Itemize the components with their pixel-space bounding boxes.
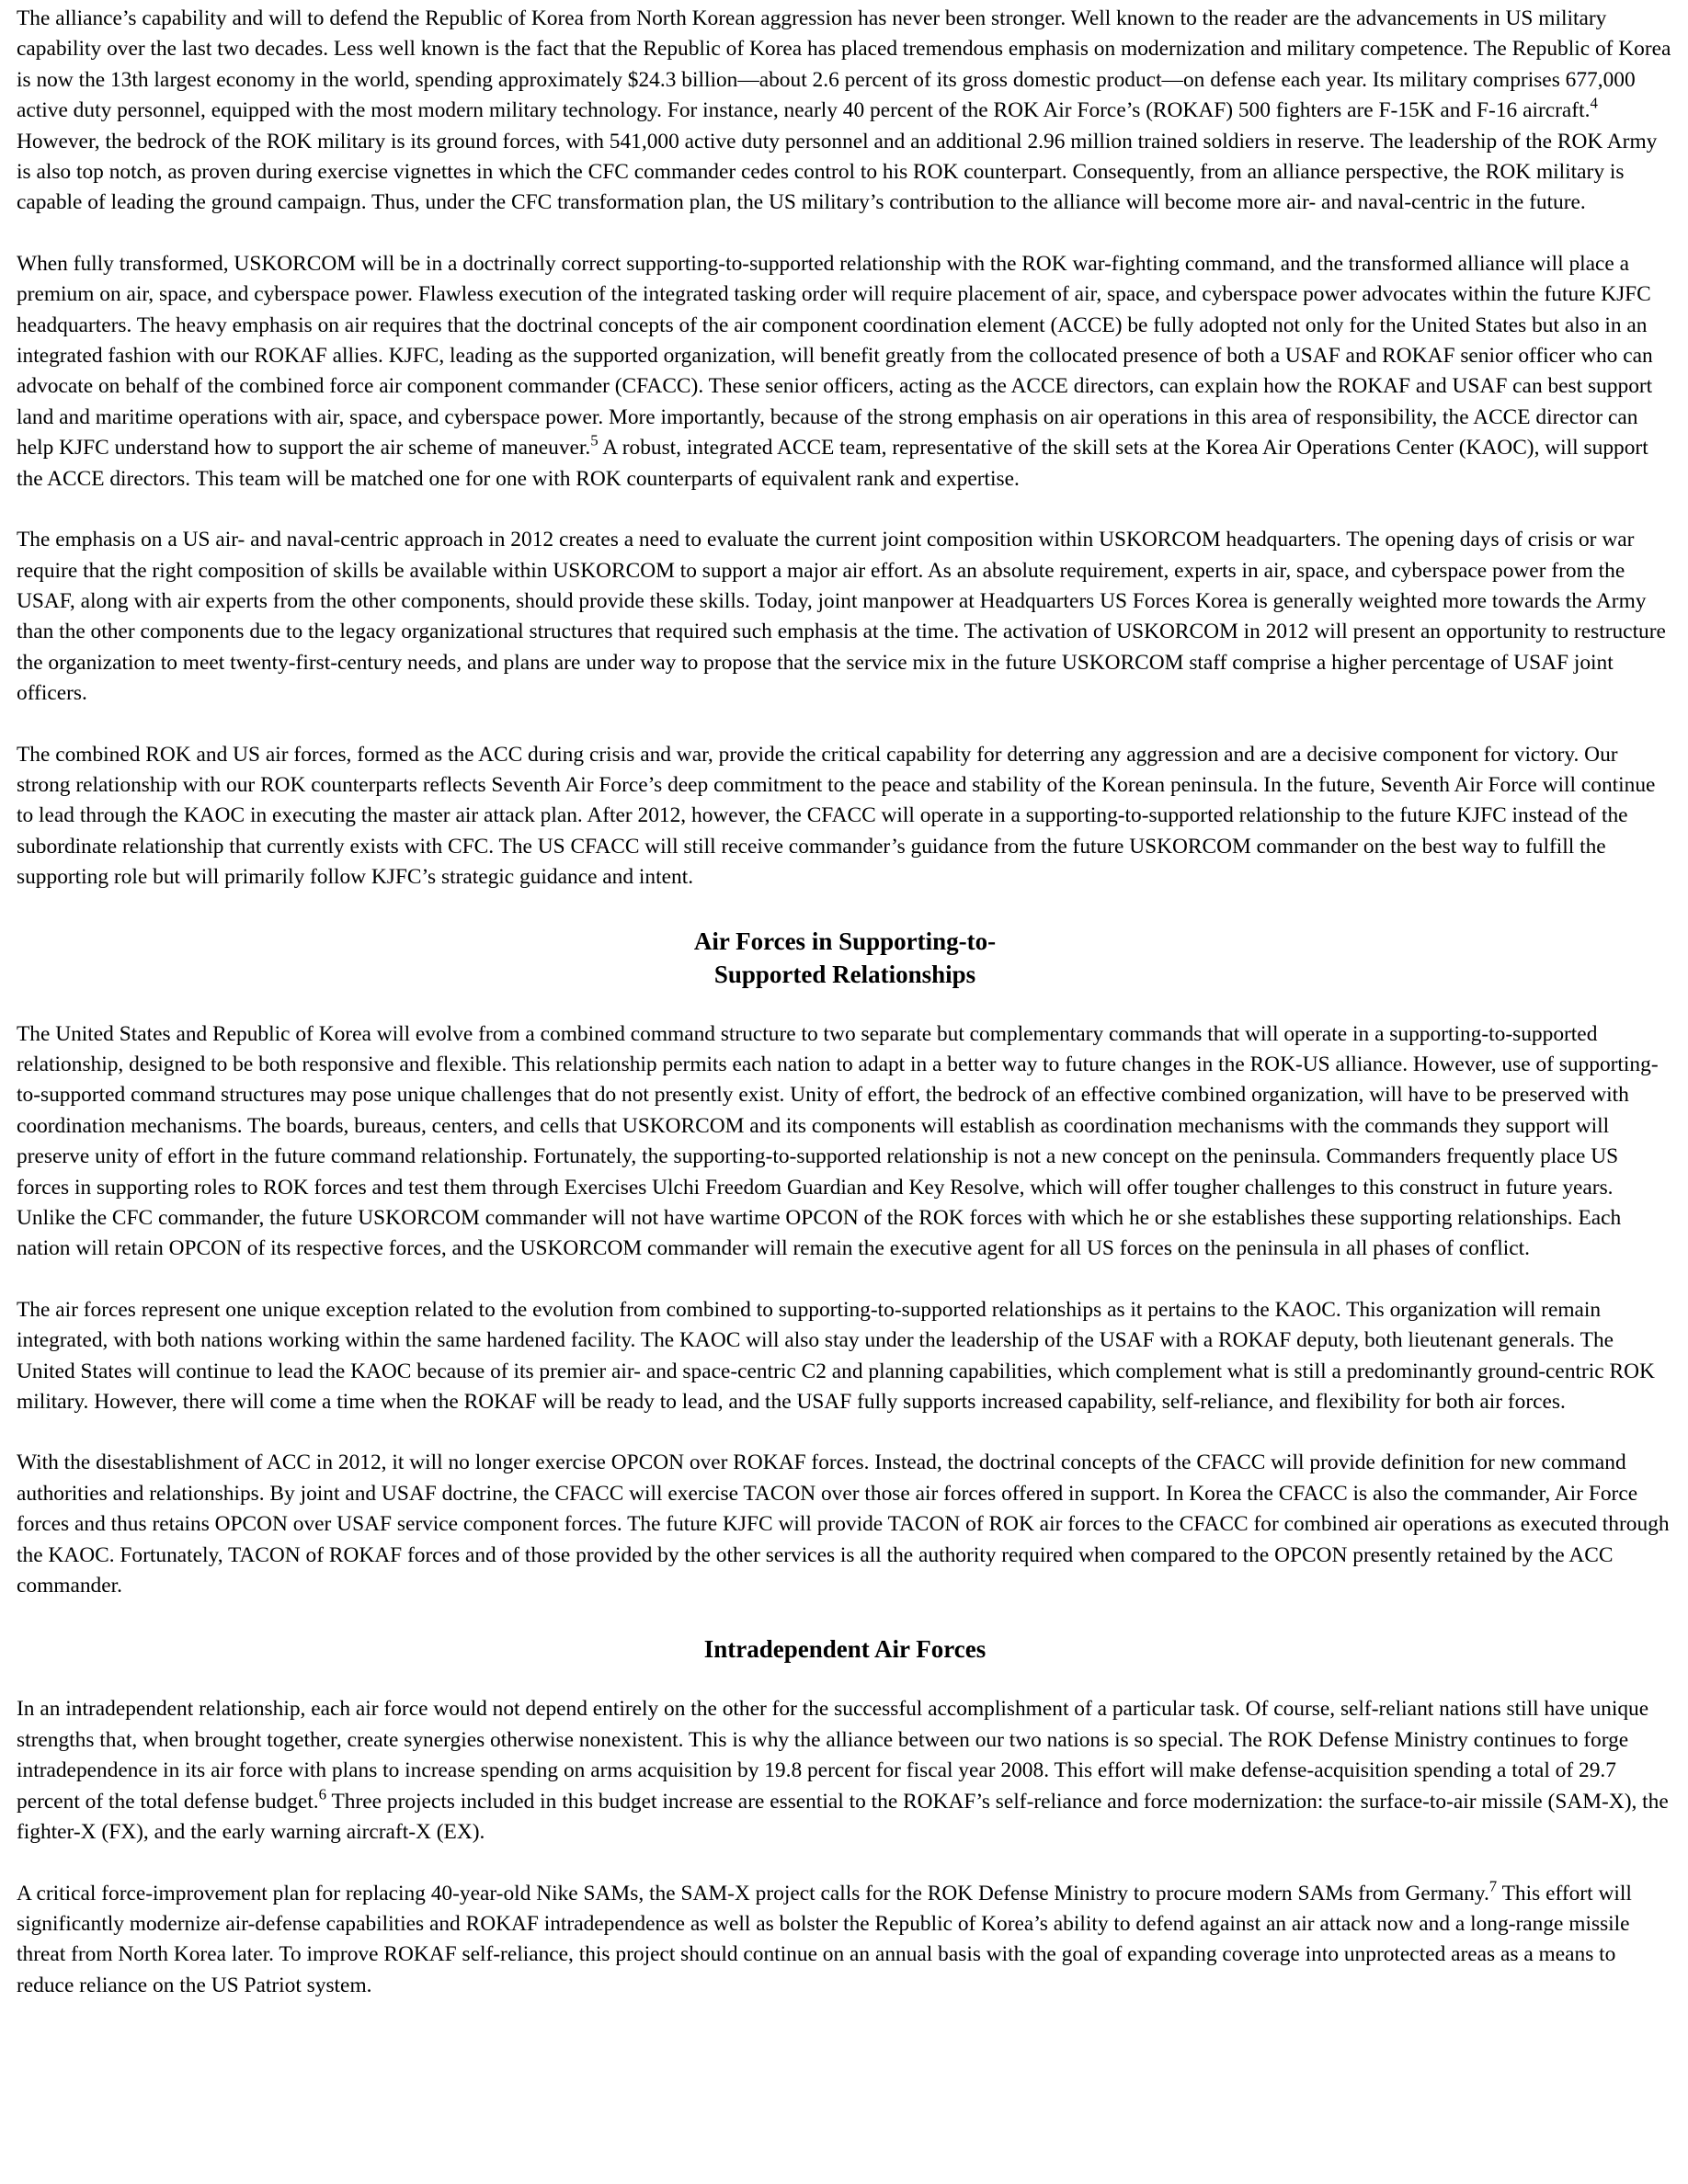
paragraph-text-continued: A robust, integrated ACCE team, representative of the skill sets at the Korea Air Operations Center (KAOC), will support the ACCE directors. This team will be matched one for one with ROK counterparts of equivalent rank and expertise.	[17, 436, 1648, 491]
paragraph-text: The alliance’s capability and will to defend the Republic of Korea from North Korean aggression has never been stronger. Well known to the reader are the advancements in US military capability over the last two decades. Less well known is the fact that the Republic of Korea has placed tremendous emphasis on modernization and military competence. The Republic of Korea is now the 13th largest economy in the world, spending approximately $24.3 billion—about 2.6 percent of its gross domestic product—on defense each year. Its military comprises 677,000 active duty personnel, equipped with the most modern military technology. For instance, nearly 40 percent of the ROK Air Force’s (ROKAF) 500 fighters are F-15K and F-16 aircraft.	[17, 6, 1671, 123]
paragraph-text: In an intradependent relationship, each air force would not depend entirely on the other for the successful accomplishment of a particular task. Of course, self-reliant nations still have unique strengths that, when brought together, create synergies otherwise nonexistent. This is why the alliance between our two nations is so special. The ROK Defense Ministry continues to forge intradependence in its air force with plans to increase spending on arms acquisition by 19.8 percent for fiscal year 2008. This effort will make defense-acquisition spending a total of 29.7 percent of the total defense budget.	[17, 1697, 1649, 1814]
heading-line: Air Forces in Supporting-to-	[693, 927, 997, 955]
paragraph-sam-x-project	[17, 1879, 1673, 2002]
paragraph-kaoc-exception	[17, 1295, 1673, 1418]
paragraph-acc-disestablishment	[17, 1448, 1673, 1601]
paragraph-text: The United States and Republic of Korea will evolve from a combined command structure to two separate but complementary commands that will operate in a supporting-to-supported relationship, designed to be both responsive and flexible. This relationship permits each nation to adapt in a better way to future changes in the ROK-US alliance. However, use of supporting-to-supported command structures may pose unique challenges that do not presently exist. Unity of effort, the bedrock of an effective combined organization, will have to be preserved with coordination mechanisms. The boards, bureaus, centers, and cells that USKORCOM and its components will establish as coordination mechanisms with the commands they support will preserve unity of effort in the future command relationship. Fortunately, the supporting-to-supported relationship is not a new concept on the peninsula. Commanders frequently place US forces in supporting roles to ROK forces and test them through Exercises Ulchi Freedom Guardian and Key Resolve, which will offer tougher challenges to this construct in future years. Unlike the CFC commander, the future USKORCOM commander will not have wartime OPCON of the ROK forces with which he or she establishes these supporting relationships. Each nation will retain OPCON of its respective forces, and the USKORCOM commander will remain the executive agent for all US forces on the peninsula in all phases of conflict.	[17, 1021, 1659, 1261]
footnote-marker[interactable]: 4	[1590, 94, 1598, 112]
paragraph-text: With the disestablishment of ACC in 2012, it will no longer exercise OPCON over ROKAF forces. Instead, the doctrinal concepts of the CFACC will provide definition for new command authorities and relationships. By joint and USAF doctrine, the CFACC will exercise TACON over those air forces offered in support. In Korea the CFACC is also the commander, Air Force forces and thus retains OPCON over USAF service component forces. The future KJFC will provide TACON of ROK air forces to the CFACC for combined air operations as executed through the KAOC. Fortunately, TACON of ROKAF forces and of those provided by the other services is all the authority required when compared to the OPCON presently retained by the ACC commander.	[17, 1450, 1670, 1598]
heading-line: Supported Relationships	[713, 960, 976, 988]
paragraph-text: A critical force-improvement plan for replacing 40-year-old Nike SAMs, the SAM-X project calls for the ROK Defense Ministry to procure modern SAMs from Germany.	[17, 1881, 1489, 1905]
heading-line: Intradependent Air Forces	[703, 1635, 987, 1664]
paragraph-command-structure	[17, 1019, 1673, 1265]
paragraph-joint-composition	[17, 525, 1673, 709]
footnote-marker[interactable]: 5	[590, 432, 599, 450]
paragraph-intradependent-relationship	[17, 1694, 1673, 1848]
paragraph-text-continued: This effort will significantly modernize air-defense capabilities and ROKAF intradependence as well as bolster the Republic of Korea’s ability to defend against an air attack now and a long-range missile threat from North Korea later. To improve ROKAF self-reliance, this project should continue on an annual basis with the goal of expanding coverage into unprotected areas as a means to reduce reliance on the US Patriot system.	[17, 1881, 1632, 1997]
paragraph-alliance-capability	[17, 4, 1673, 219]
paragraph-text-continued: However, the bedrock of the ROK military is its ground forces, with 541,000 active duty personnel and an additional 2.96 million trained soldiers in reserve. The leadership of the ROK Army is also top notch, as proven during exercise vignettes in which the CFC commander cedes control to his ROK counterpart. Consequently, from an alliance perspective, the ROK military is capable of leading the ground campaign. Thus, under the CFC transformation plan, the US military’s contribution to the alliance will become more air- and naval-centric in the future.	[17, 129, 1658, 215]
paragraph-text: When fully transformed, USKORCOM will be in a doctrinally correct supporting-to-supported relationship with the ROK war-fighting command, and the transformed alliance will place a premium on air, space, and cyberspace power. Flawless execution of the integrated tasking order will require placement of air, space, and cyberspace power advocates within the future KJFC headquarters. The heavy emphasis on air requires that the doctrinal concepts of the air component coordination element (ACCE) be fully adopted not only for the United States but also in an integrated fashion with our ROKAF allies. KJFC, leading as the supported organization, will benefit greatly from the collocated presence of both a USAF and ROKAF senior officer who can advocate on behalf of the combined force air component commander (CFACC). These senior officers, acting as the ACCE directors, can explain how the ROKAF and USAF can best support land and maritime operations with air, space, and cyberspace power. More importantly, because of the strong emphasis on air operations in this area of responsibility, the ACCE director can help KJFC understand how to support the air scheme of maneuver.	[17, 251, 1653, 461]
paragraph-text-continued: Three projects included in this budget increase are essential to the ROKAF’s self-reliance and force modernization: the surface-to-air missile (SAM-X), the fighter-X (FX), and the early warning aircraft-X (EX).	[17, 1789, 1669, 1845]
footnote-marker[interactable]: 7	[1488, 1877, 1498, 1895]
section-heading-supporting-relationships	[17, 925, 1673, 991]
section-heading-intradependent	[17, 1632, 1673, 1666]
footnote-marker[interactable]: 6	[318, 1785, 327, 1803]
paragraph-uskorcom-transformation	[17, 249, 1673, 495]
paragraph-text: The air forces represent one unique exception related to the evolution from combined to supporting-to-supported relationships as it pertains to the KAOC. This organization will remain integrated, with both nations working within the same hardened facility. The KAOC will also stay under the leadership of the USAF with a ROKAF deputy, both lieutenant generals. The United States will continue to lead the KAOC because of its premier air- and space-centric C2 and planning capabilities, which complement what is still a predominantly ground-centric ROK military. However, there will come a time when the ROKAF will be ready to lead, and the USAF fully supports increased capability, self-reliance, and flexibility for both air forces.	[17, 1297, 1655, 1415]
paragraph-text: The combined ROK and US air forces, formed as the ACC during crisis and war, provide the critical capability for deterring any aggression and are a decisive component for victory. Our strong relationship with our ROK counterparts reflects Seventh Air Force’s deep commitment to the peace and stability of the Korean peninsula. In the future, Seventh Air Force will continue to lead through the KAOC in executing the master air attack plan. After 2012, however, the CFACC will operate in a supporting-to-supported relationship to the future KJFC instead of the subordinate relationship that currently exists with CFC. The US CFACC will still receive commander’s guidance from the future USKORCOM commander on the best way to fulfill the supporting role but will primarily follow KJFC’s strategic guidance and intent.	[17, 742, 1656, 890]
document-page	[17, 4, 1673, 2001]
paragraph-text: The emphasis on a US air- and naval-centric approach in 2012 creates a need to evaluate the current joint composition within USKORCOM headquarters. The opening days of crisis or war require that the right composition of skills be available within USKORCOM to support a major air effort. As an absolute requirement, experts in air, space, and cyberspace power from the USAF, along with air experts from the other components, should provide these skills. Today, joint manpower at Headquarters US Forces Korea is generally weighted more towards the Army than the other components due to the legacy organizational structures that required such emphasis at the time. The activation of USKORCOM in 2012 will present an opportunity to restructure the organization to meet twenty-first-century needs, and plans are under way to propose that the service mix in the future USKORCOM staff comprise a higher percentage of USAF joint officers.	[17, 528, 1666, 706]
paragraph-combined-air-forces	[17, 740, 1673, 893]
